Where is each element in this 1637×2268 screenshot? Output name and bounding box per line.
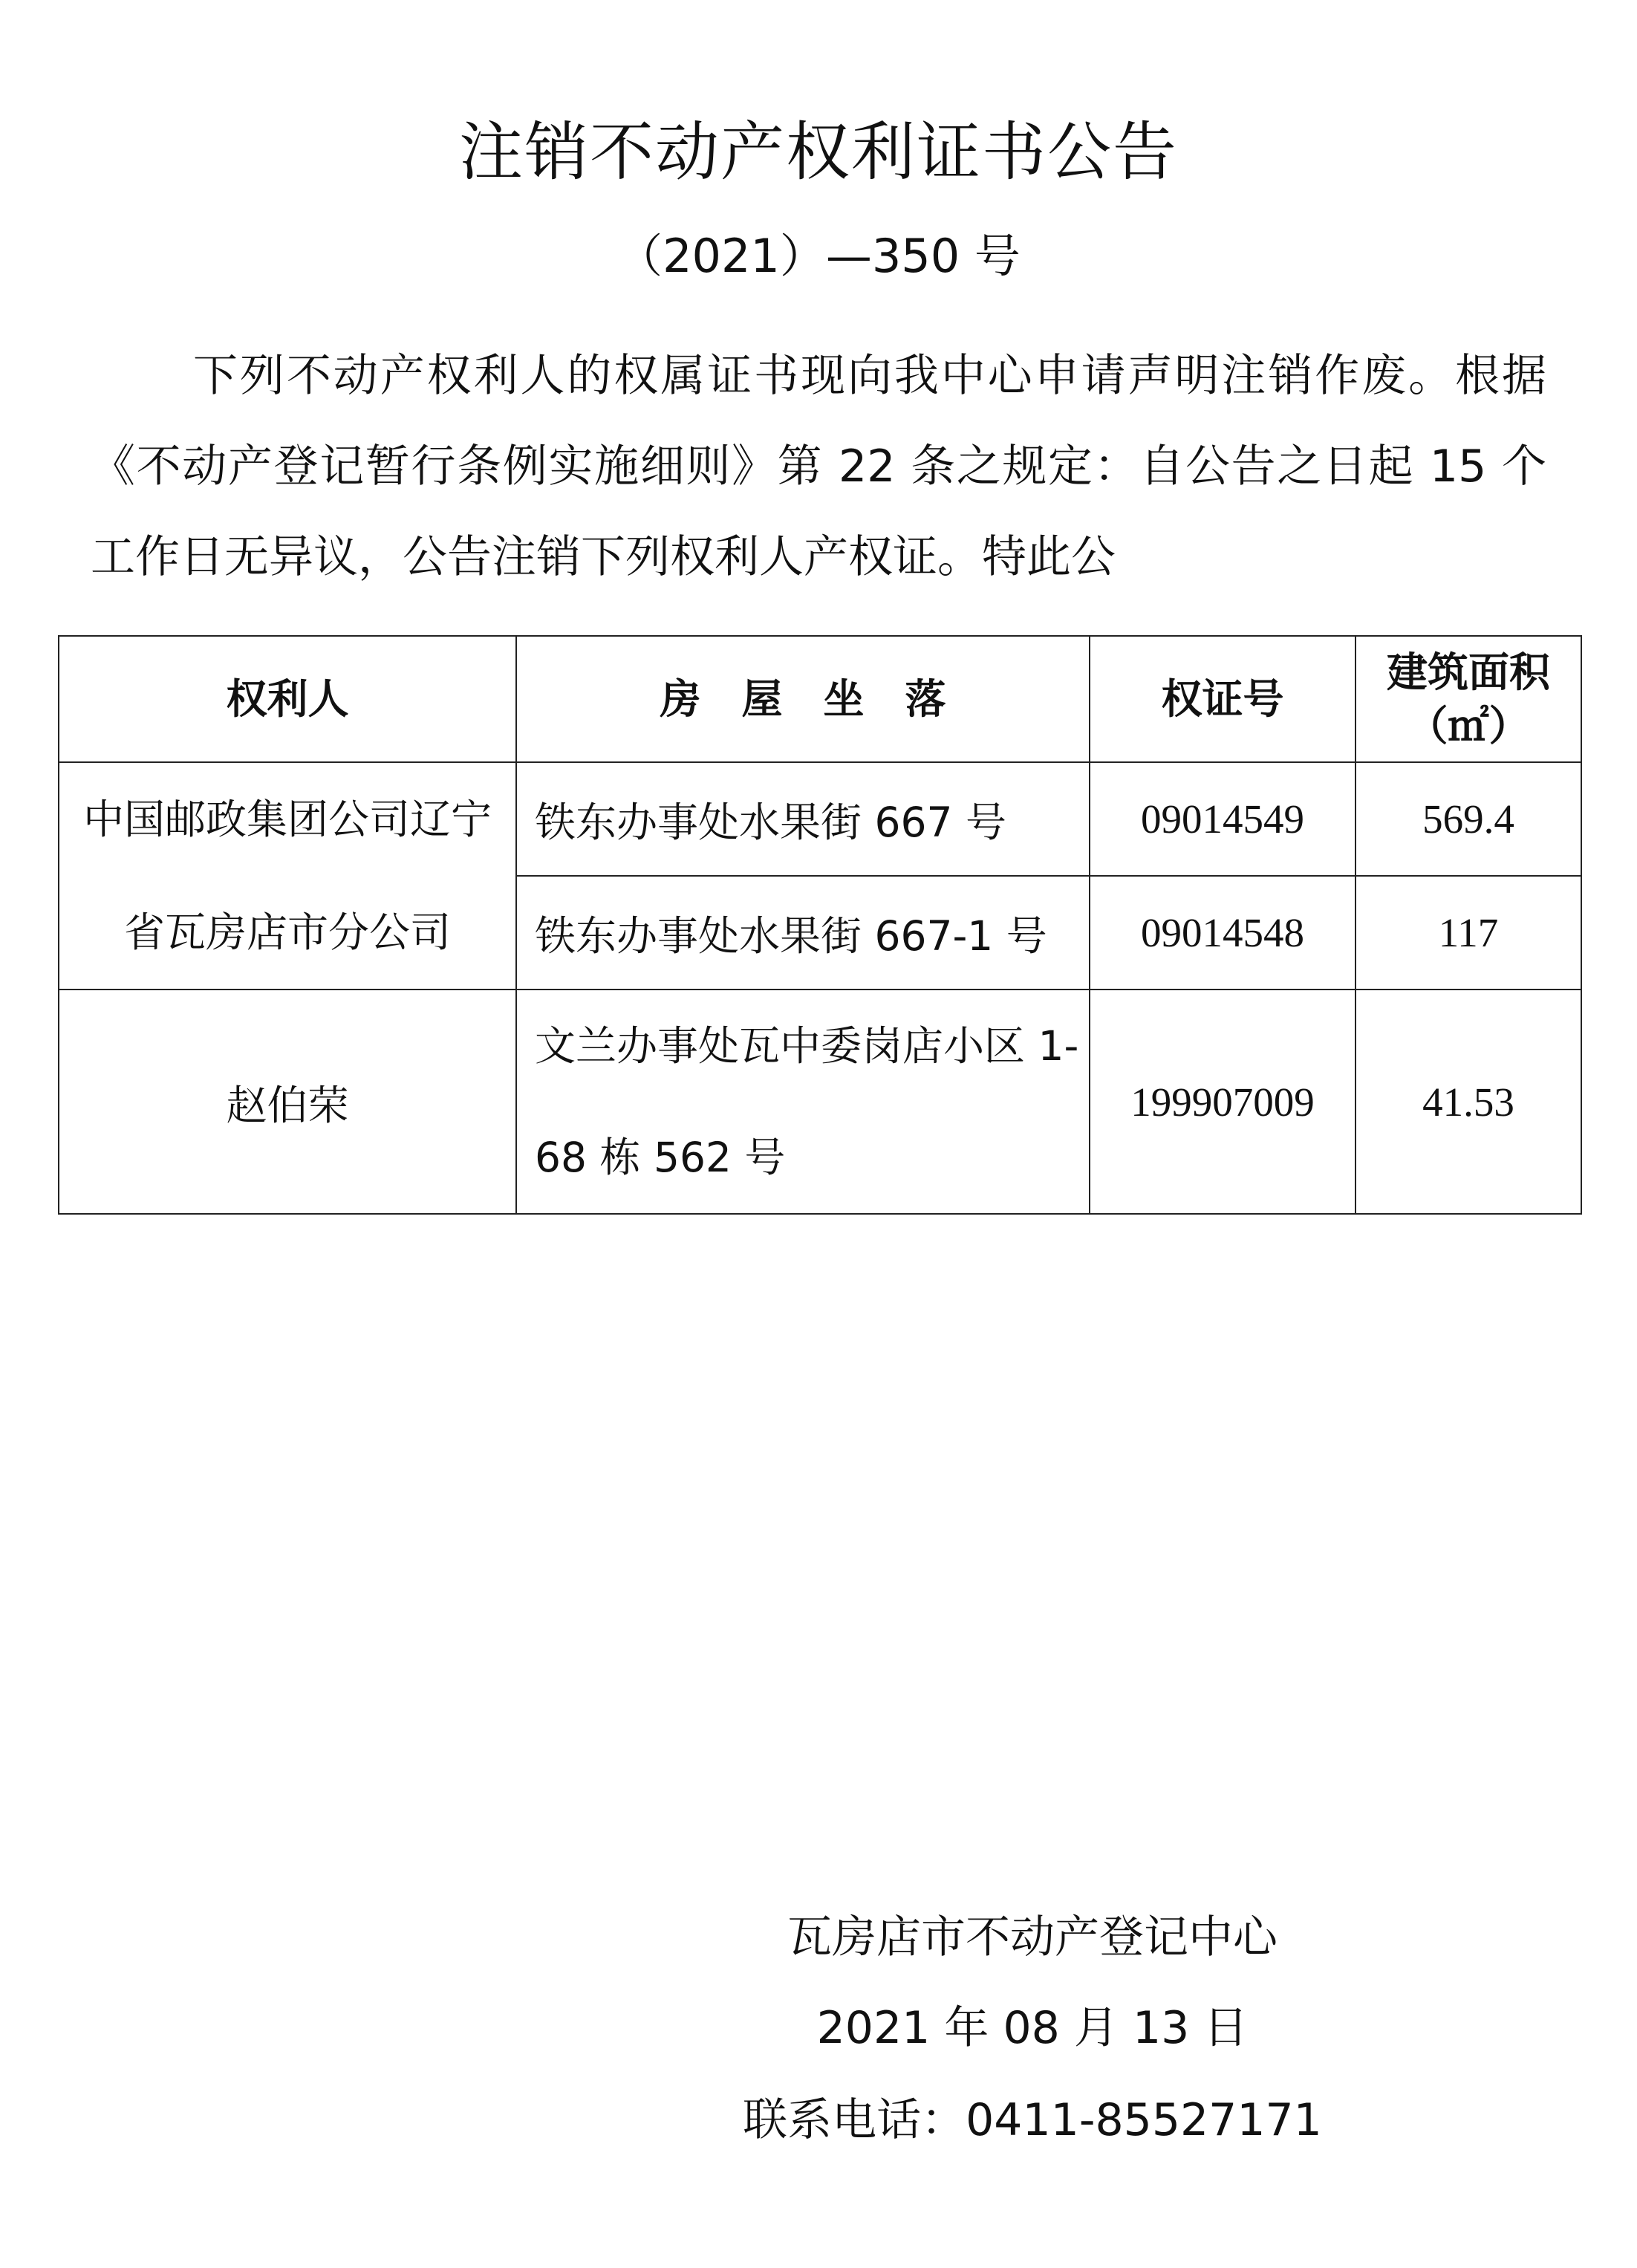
header-location: 房 屋 坐 落 bbox=[516, 636, 1090, 762]
location-cell: 铁东办事处水果街 667-1 号 bbox=[516, 876, 1090, 990]
owner-cell: 中国邮政集团公司辽宁省瓦房店市分公司 bbox=[59, 762, 516, 990]
notice-body-text: 下列不动产权利人的权属证书现向我中心申请声明注销作废。根据《不动产登记暂行条例实施细则》第 22 条之规定：自公告之日起 15 个工作日无异议，公告注销下列权利人产权证。特此公 bbox=[91, 350, 1546, 583]
notice-title: 注销不动产权利证书公告 bbox=[459, 115, 1178, 189]
contact-phone: 联系电话：0411-85527171 bbox=[743, 2094, 1322, 2146]
owner-cell: 赵伯荣 bbox=[59, 990, 516, 1214]
table-row bbox=[59, 762, 1581, 876]
table-header-row bbox=[59, 636, 1581, 762]
header-owner: 权利人 bbox=[59, 636, 516, 762]
area-cell: 569.4 bbox=[1356, 762, 1581, 876]
certificate-table bbox=[58, 635, 1582, 1215]
notice-number: （2021）—350 号 bbox=[616, 229, 1021, 283]
issue-date: 2021 年 08 月 13 日 bbox=[816, 2002, 1249, 2054]
header-area: 建筑面积（㎡） bbox=[1356, 636, 1581, 762]
header-cert-number: 权证号 bbox=[1090, 636, 1356, 762]
location-cell: 铁东办事处水果街 667 号 bbox=[516, 762, 1090, 876]
area-cell: 117 bbox=[1356, 876, 1581, 990]
area-cell: 41.53 bbox=[1356, 990, 1581, 1214]
cert-number-cell: 199907009 bbox=[1090, 990, 1356, 1214]
location-cell: 文兰办事处瓦中委岗店小区 1-68 栋 562 号 bbox=[516, 990, 1090, 1214]
cert-number-cell: 09014549 bbox=[1090, 762, 1356, 876]
cert-number-cell: 09014548 bbox=[1090, 876, 1356, 990]
issuer-name: 瓦房店市不动产登记中心 bbox=[787, 1911, 1278, 1963]
table-row bbox=[59, 990, 1581, 1214]
